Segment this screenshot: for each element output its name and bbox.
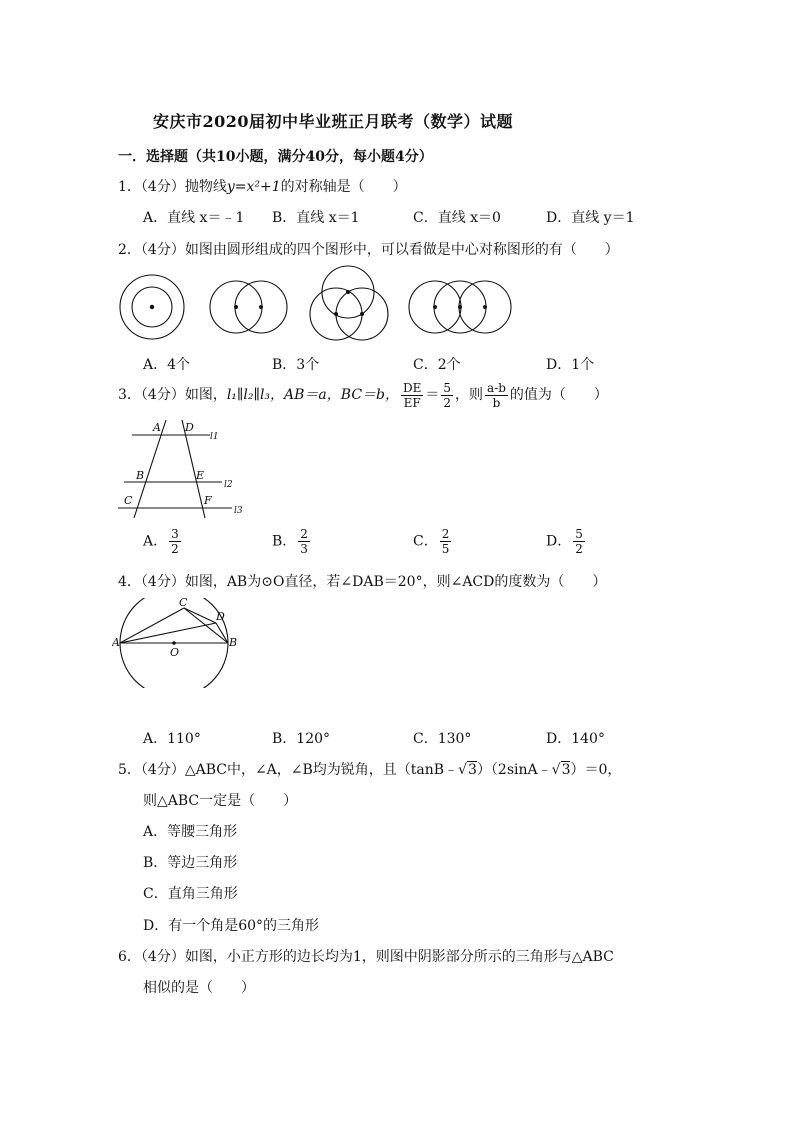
question-5-line-1: 5．（4分）△ABC中，∠A，∠B均为锐角，且（tanB﹣√3）（2sinA﹣√3）＝0， [118,762,622,778]
q3-text-pre: 3．（4分）如图， [118,387,227,403]
q5-option-c[interactable]: C．直角三角形 [143,886,238,902]
q2-option-b[interactable]: B．3个 [272,357,320,373]
q3-fig-label-l1: l1 [210,432,219,442]
q5-sqrt-1: 3 [468,762,477,778]
q2-circles-figure [110,264,530,348]
q5-option-a[interactable]: A．等腰三角形 [143,824,238,840]
q3-fig-label-c: C [124,494,133,507]
question-3 [118,380,608,410]
page-title: 安庆市2020届初中毕业班正月联考（数学）试题 [153,112,514,131]
q3-option-b-letter: B． [272,533,297,550]
question-5-line-2: 则△ABC一定是（ ） [143,793,298,809]
q5-option-b[interactable]: B．等边三角形 [143,855,238,871]
q4-option-c[interactable]: C．130° [413,731,472,747]
question-6-line-2: 相似的是（ ） [143,980,255,996]
q4-option-b[interactable]: B．120° [272,731,331,747]
q5-line1-mid: ）（2sinA﹣ [476,762,552,778]
q4-fig-label-a: A [112,636,120,649]
q2-option-d[interactable]: D．1个 [546,357,595,373]
q3-vars: ，AB＝a，BC＝b， [270,387,399,403]
q4-fig-label-b: B [229,636,238,649]
question-4: 4．（4分）如图，AB为⊙O直径，若∠DAB＝20°，则∠ACD的度数为（ ） [118,574,607,590]
q3-then: ，则 [455,387,484,403]
q1-text-pre: 1．（4分）抛物线 [118,179,227,195]
q4-fig-label-d: D [216,610,225,623]
q3-val-num: 5 [443,380,452,395]
q1-option-d[interactable]: D．直线 y＝1 [546,210,635,226]
q3-fig-label-d: D [185,421,194,434]
q3-option-d-den: 2 [575,542,583,556]
q3-option-c-den: 5 [441,542,450,556]
q3-fig-label-l3: l3 [234,506,243,516]
q3-parallel-lines-figure [112,416,252,520]
q5-option-d[interactable]: D．有一个角是60°的三角形 [143,918,320,934]
q3-eq: ＝ [425,387,440,403]
q3-option-c-num: 2 [441,527,450,541]
q1-option-b[interactable]: B．直线 x＝1 [272,210,360,226]
q3-text-post: 的值为（ ） [509,387,608,403]
q3-option-a-letter: A． [143,533,168,550]
q3-fig-label-b: B [136,469,145,482]
q3-ab-num: a-b [487,380,506,395]
q3-option-a-num: 3 [171,527,179,541]
q3-option-a-den: 2 [171,542,179,556]
q4-circle-figure [112,598,242,688]
q1-option-c[interactable]: C．直线 x＝0 [413,210,501,226]
q3-fig-label-a: A [153,421,161,434]
q5-line1-post: ）＝0， [570,762,622,778]
q3-fig-label-f: F [204,494,212,507]
q3-option-c[interactable] [413,527,453,556]
q3-frac-den: EF [403,395,421,410]
q4-option-d[interactable]: D．140° [546,731,605,747]
q1-text-post: 的对称轴是（ ） [280,179,407,195]
q3-fraction-ab [485,381,508,410]
q4-fig-label-o: O [170,646,180,659]
q1-option-a[interactable]: A．直线 x＝﹣1 [143,210,245,226]
q3-option-d-num: 5 [575,527,583,541]
q2-option-c[interactable]: C．2个 [413,357,461,373]
q4-fig-label-c: C [179,598,188,609]
q5-line1-pre: 5．（4分）△ABC中，∠A，∠B均为锐角，且（tanB﹣ [118,762,459,778]
q3-option-b-den: 3 [300,542,308,556]
q3-option-a[interactable] [143,527,183,556]
question-1 [118,176,407,196]
q3-option-d[interactable] [546,527,587,556]
q3-option-b-num: 2 [300,527,308,541]
q3-fig-label-e: E [196,469,205,482]
question-2: 2．（4分）如图由圆形组成的四个图形中，可以看做是中心对称图形的有（ ） [118,242,619,258]
q3-fig-label-l2: l2 [224,480,233,490]
q4-option-a[interactable]: A．110° [143,731,201,747]
q3-option-b[interactable] [272,527,312,556]
q3-option-c-letter: C． [413,533,438,550]
q2-option-a[interactable]: A．4个 [143,357,191,373]
q3-frac-num: DE [403,380,422,395]
q3-val-den: 2 [443,395,452,410]
question-6-line-1: 6．（4分）如图，小正方形的边长均为1，则图中阴影部分所示的三角形与△ABC [118,949,614,965]
q3-option-d-letter: D． [546,533,572,550]
section-heading: 一．选择题（共10小题，满分40分，每小题4分） [118,149,433,165]
q5-sqrt-2: 3 [561,762,571,778]
q3-ab-den: b [492,395,501,410]
q1-formula: y=x²+1 [226,179,281,195]
q3-fraction-value [441,381,453,410]
q3-fraction-de-ef [401,381,423,410]
q3-parallel-lines: l₁∥l₂∥l₃ [226,387,271,403]
